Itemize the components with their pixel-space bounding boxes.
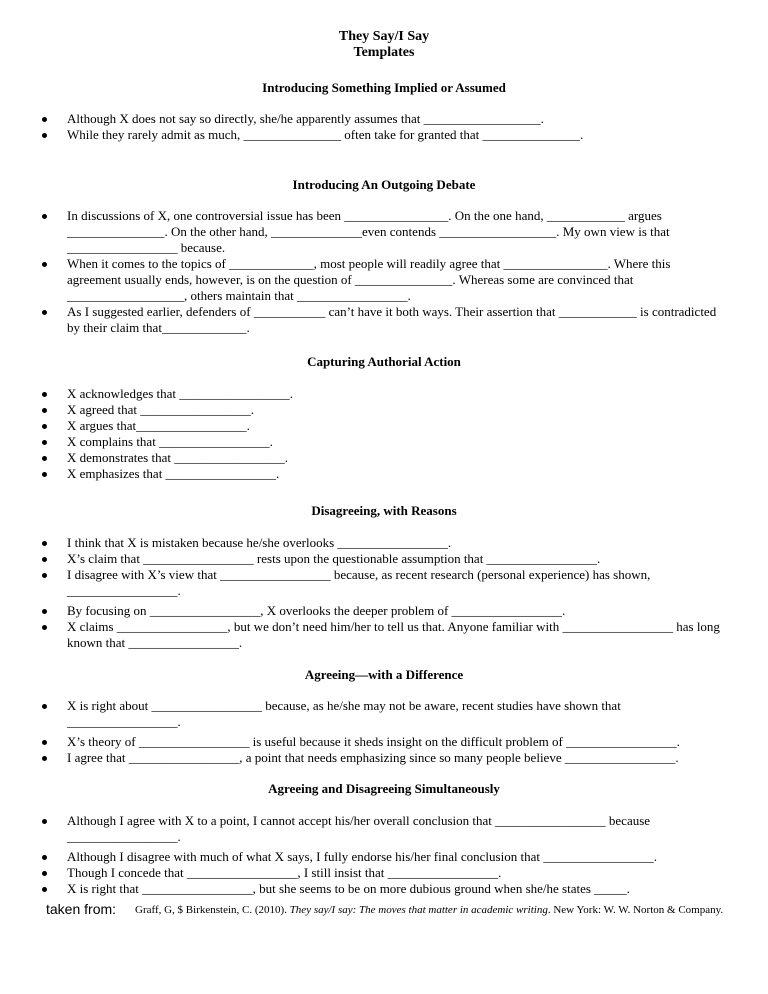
list-item: I agree that _________________, a point that needs emphasizing since so many people believe _________________. <box>40 750 725 766</box>
section-heading-agree-disagree: Agreeing and Disagreeing Simultaneously <box>268 781 500 796</box>
list-item: X argues that_________________. <box>40 418 725 434</box>
list-item: I disagree with X’s view that _________________ because, as recent research (personal experience) has shown, _________________. <box>40 567 725 599</box>
list-item: When it comes to the topics of _____________, most people will readily agree that ________________. Where this agreement usually ends, however, is on the question of _______________. Whereas some are convinced that __________________, others maintain that _________________. <box>40 256 725 304</box>
bullet-list-debate <box>40 208 725 336</box>
list-item: Although I agree with X to a point, I cannot accept his/her overall conclusion that _________________ because _________________. <box>40 813 725 845</box>
citation-label: taken from: <box>46 901 117 917</box>
title-line-1: They Say/I Say <box>338 29 430 44</box>
section-heading-agreeing-difference: Agreeing—with a Difference <box>304 667 464 682</box>
list-item: X complains that _________________. <box>40 434 725 450</box>
section-heading-implied: Introducing Something Implied or Assumed <box>262 80 506 95</box>
list-item: Though I concede that _________________, I still insist that _________________. <box>40 865 725 881</box>
citation-authors: Graff, G, $ Birkenstein, C. (2010). <box>135 904 290 916</box>
section-heading-authorial-action: Capturing Authorial Action <box>307 354 461 369</box>
section-heading-disagreeing: Disagreeing, with Reasons <box>311 503 457 518</box>
bullet-list-disagreeing <box>40 535 725 651</box>
list-item: X acknowledges that _________________. <box>40 386 725 402</box>
bullet-list-authorial-action <box>40 386 725 482</box>
citation-book-title: They say/I say: The moves that matter in academic writing <box>289 904 548 916</box>
citation-text <box>135 903 735 918</box>
list-item: X agreed that _________________. <box>40 402 725 418</box>
list-item: In discussions of X, one controversial issue has been ________________. On the one hand, ____________ argues _______________. On the other hand, ______________even contends __________________. My own view is that _________________ because. <box>40 208 725 256</box>
bullet-list-implied <box>40 111 725 143</box>
list-item: X’s claim that _________________ rests upon the questionable assumption that _________________. <box>40 551 725 567</box>
list-item: X emphasizes that _________________. <box>40 466 725 482</box>
bullet-list-agree-disagree <box>40 813 725 897</box>
section-heading-debate: Introducing An Outgoing Debate <box>292 177 476 192</box>
title-line-2: Templates <box>353 45 415 60</box>
list-item: X claims _________________, but we don’t need him/her to tell us that. Anyone familiar with _________________ has long known that _________________. <box>40 619 725 651</box>
list-item: X’s theory of _________________ is useful because it sheds insight on the difficult problem of _________________. <box>40 734 725 750</box>
list-item: Although I disagree with much of what X says, I fully endorse his/her final conclusion that _________________. <box>40 849 725 865</box>
list-item: X is right about _________________ because, as he/she may not be aware, recent studies have shown that _________________. <box>40 698 725 730</box>
list-item: X demonstrates that _________________. <box>40 450 725 466</box>
list-item: By focusing on _________________, X overlooks the deeper problem of _________________. <box>40 603 725 619</box>
list-item: Although X does not say so directly, she/he apparently assumes that __________________. <box>40 111 725 127</box>
list-item: I think that X is mistaken because he/she overlooks _________________. <box>40 535 725 551</box>
citation-publisher: . New York: W. W. Norton & Company. <box>547 904 724 916</box>
list-item: As I suggested earlier, defenders of ___________ can’t have it both ways. Their assertion that ____________ is contradicted by their claim that_____________. <box>40 304 725 336</box>
list-item: While they rarely admit as much, _______________ often take for granted that _______________. <box>40 127 725 143</box>
bullet-list-agreeing-difference <box>40 698 725 766</box>
list-item: X is right that _________________, but she seems to be on more dubious ground when she/he states _____. <box>40 881 725 897</box>
